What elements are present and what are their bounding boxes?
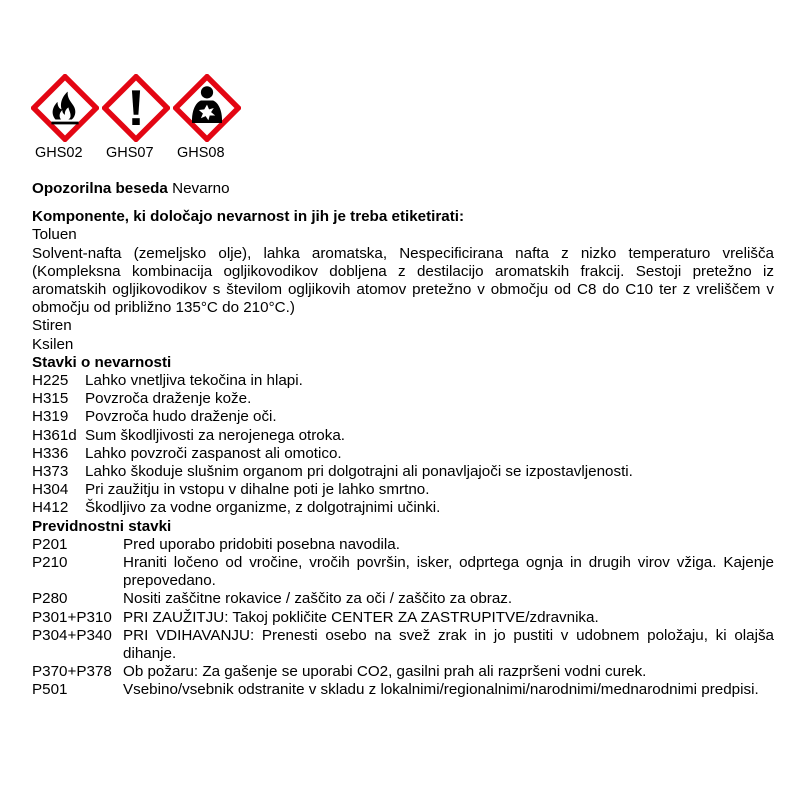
flame-icon xyxy=(31,74,99,142)
pictogram-code: GHS08 xyxy=(177,145,225,161)
statement-text: Lahko povzroči zaspanost ali omotico. xyxy=(85,444,342,462)
statement-text: PRI ZAUŽITJU: Takoj pokličite CENTER ZA ZASTRUPITVE/zdravnika. xyxy=(123,608,599,626)
statement-text: Ob požaru: Za gašenje se uporabi CO2, gasilni prah ali razpršeni vodni curek. xyxy=(123,663,647,681)
precautionary-statement xyxy=(32,609,774,627)
statement-code: H336 xyxy=(32,444,69,462)
statement-text: Povzroča draženje kože. xyxy=(85,390,252,408)
precautionary-statements-heading: Previdnostni stavki xyxy=(32,517,172,535)
hazard-statement xyxy=(32,463,774,481)
exclamation-mark-icon xyxy=(102,74,170,142)
statement-text: PRI VDIHAVANJU: Prenesti osebo na svež zrak in jo pustiti v udobnem položaju, ki olajša dihanje. xyxy=(123,626,774,663)
components-heading: Komponente, ki določajo nevarnost in jih je treba etiketirati: xyxy=(32,208,465,226)
statement-code: P201 xyxy=(32,535,68,553)
component-item: Ksilen xyxy=(32,335,74,353)
precautionary-statement xyxy=(32,554,774,590)
signal-word-value: Nevarno xyxy=(172,180,230,197)
statement-text: Lahko škoduje slušnim organom pri dolgotrajni ali ponavljajoči se izpostavljenosti. xyxy=(85,463,633,481)
statement-code: H304 xyxy=(32,481,69,499)
pictogram-ghs02 xyxy=(31,74,102,161)
statement-code: H373 xyxy=(32,463,69,481)
statement-text: Povzroča hudo draženje oči. xyxy=(85,408,277,426)
statement-code: P210 xyxy=(32,554,68,572)
precautionary-statement xyxy=(32,663,774,681)
hazard-statement xyxy=(32,408,774,426)
statement-code: H361d xyxy=(32,426,77,444)
statement-text: Vsebino/vsebnik odstranite v skladu z lokalnimi/regionalnimi/narodnimi/mednarodnimi predpisi. xyxy=(123,681,759,699)
statement-code: H225 xyxy=(32,372,69,390)
precautionary-statement xyxy=(32,681,774,699)
statement-code: H315 xyxy=(32,390,69,408)
statement-code: P304+P340 xyxy=(32,626,112,644)
statement-text: Škodljivo za vodne organizme, z dolgotrajnimi učinki. xyxy=(85,499,441,517)
statement-text: Nositi zaščitne rokavice / zaščito za oči / zaščito za obraz. xyxy=(123,590,513,608)
hazard-statement xyxy=(32,390,774,408)
hazard-statement xyxy=(32,445,774,463)
pictogram-ghs08 xyxy=(173,74,244,161)
pictogram-row xyxy=(31,74,244,161)
statement-code: H319 xyxy=(32,408,69,426)
signal-word xyxy=(32,180,774,198)
pictogram-ghs07 xyxy=(102,74,173,161)
component-item: Stiren xyxy=(32,317,72,335)
component-item: Solvent-nafta (zemeljsko olje), lahka aromatska, Nespecificirana nafta z nizko temperaturo vrelišča (Kompleksna kombinacija ogljikovodikov dobljena z destilacijo aromatskih frakcij. Sestoji pretežno iz aromatskih ogljikovodikov s številom ogljikovih atomov pretežno v območju od C8 do C10 ter z vreliščem v območju od približno 135°C do 210°C.) xyxy=(32,244,774,317)
health-hazard-icon xyxy=(173,74,241,142)
statement-text: Pri zaužitju in vstopu v dihalne poti je lahko smrtno. xyxy=(85,481,430,499)
label-elements xyxy=(32,180,774,700)
hazard-statement xyxy=(32,481,774,499)
statement-code: P301+P310 xyxy=(32,608,112,626)
precautionary-statement xyxy=(32,590,774,608)
component-item: Toluen xyxy=(32,226,77,244)
statement-text: Hraniti ločeno od vročine, vročih površin, isker, odprtega ognja in drugih virov vžiga. Kajenje prepovedano. xyxy=(123,554,774,590)
statement-code: P501 xyxy=(32,681,68,699)
pictogram-code: GHS02 xyxy=(35,145,83,161)
signal-word-label: Opozorilna beseda xyxy=(32,180,168,197)
statement-code: H412 xyxy=(32,499,69,517)
statement-text: Sum škodljivosti za nerojenega otroka. xyxy=(85,426,346,444)
statement-code: P280 xyxy=(32,590,68,608)
statement-text: Lahko vnetljiva tekočina in hlapi. xyxy=(85,372,303,390)
hazard-statement xyxy=(32,427,774,445)
precautionary-statement xyxy=(32,536,774,554)
statement-text: Pred uporabo pridobiti posebna navodila. xyxy=(123,535,400,553)
statement-code: P370+P378 xyxy=(32,663,112,681)
hazard-statement xyxy=(32,499,774,517)
pictogram-code: GHS07 xyxy=(106,145,154,161)
hazard-statement xyxy=(32,372,774,390)
hazard-statements-heading: Stavki o nevarnosti xyxy=(32,353,172,371)
precautionary-statement xyxy=(32,627,774,663)
